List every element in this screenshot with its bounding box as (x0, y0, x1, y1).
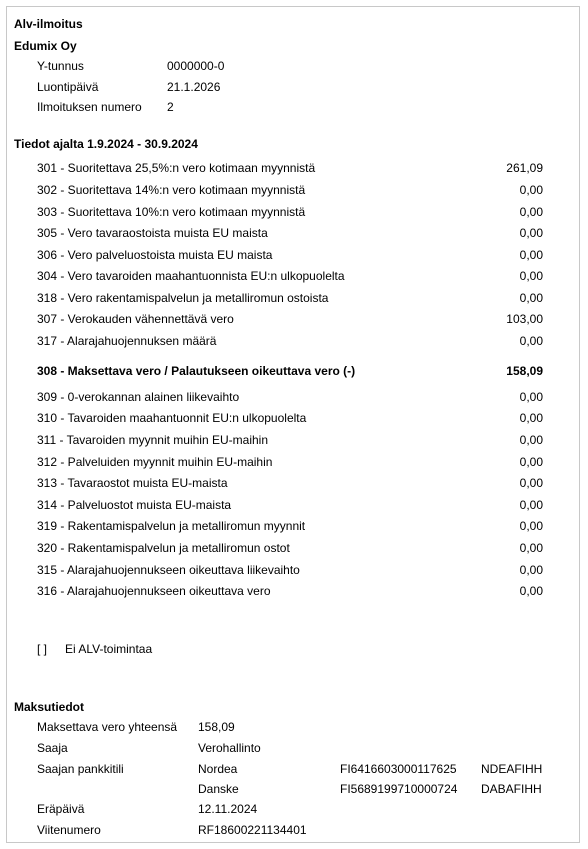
company-name: Edumix Oy (14, 39, 77, 53)
vat-row-label: 309 - 0-verokannan alainen liikevaihto (37, 390, 240, 404)
vat-row-label: 320 - Rakentamispalvelun ja metalliromun ostot (37, 541, 290, 555)
vat-row-label: 311 - Tavaroiden myynnit muihin EU-maihin (37, 433, 268, 447)
payment-amount-label: Maksettava vero yhteensä (37, 720, 178, 734)
vat-row-value: 261,09 (506, 161, 543, 175)
bank-iban: FI6416603000117625 (340, 762, 457, 776)
bank-bic: DABAFIHH (481, 782, 542, 796)
vat-row-label: 304 - Vero tavaroiden maahantuonnista EU:n ulkopuolelta (37, 269, 345, 283)
vat-row-value: 0,00 (519, 390, 543, 404)
payee-value: Verohallinto (198, 741, 261, 755)
bank-account-label: Saajan pankkitili (37, 762, 124, 776)
total-label: 308 - Maksettava vero / Palautukseen oikeuttava vero (-) (37, 364, 356, 378)
payee-label: Saaja (37, 741, 68, 755)
vat-row-label: 307 - Verokauden vähennettävä vero (37, 312, 234, 326)
vat-row-value: 0,00 (519, 205, 543, 219)
vat-row-value: 0,00 (519, 291, 543, 305)
total-value: 158,09 (506, 364, 543, 378)
info-label-created-date: Luontipäivä (37, 80, 99, 94)
bank-name: Danske (198, 782, 239, 796)
vat-row-value: 0,00 (519, 183, 543, 197)
vat-row-label: 317 - Alarajahuojennuksen määrä (37, 334, 217, 348)
vat-row-value: 0,00 (519, 476, 543, 490)
payment-amount-value: 158,09 (198, 720, 235, 734)
vat-row-value: 0,00 (519, 455, 543, 469)
vat-row-value: 0,00 (519, 498, 543, 512)
period-heading: Tiedot ajalta 1.9.2024 - 30.9.2024 (14, 137, 198, 151)
vat-row-value: 0,00 (519, 563, 543, 577)
info-value-created-date: 21.1.2026 (167, 80, 221, 94)
vat-row-label: 305 - Vero tavaraostoista muista EU maista (37, 226, 268, 240)
no-vat-checkbox[interactable]: [ ] (37, 642, 48, 656)
info-value-report-number: 2 (167, 100, 174, 114)
vat-row-label: 316 - Alarajahuojennukseen oikeuttava vero (37, 584, 271, 598)
vat-row-label: 314 - Palveluostot muista EU-maista (37, 498, 232, 512)
vat-row-label: 312 - Palveluiden myynnit muihin EU-maihin (37, 455, 273, 469)
vat-row-value: 0,00 (519, 269, 543, 283)
no-vat-label: Ei ALV-toimintaa (65, 642, 153, 656)
document-title: Alv-ilmoitus (14, 17, 83, 31)
payment-heading: Maksutiedot (14, 700, 85, 714)
info-label-report-number: Ilmoituksen numero (37, 100, 142, 114)
vat-row-value: 0,00 (519, 248, 543, 262)
vat-row-value: 0,00 (519, 334, 543, 348)
vat-row-label: 310 - Tavaroiden maahantuonnit EU:n ulkopuolelta (37, 411, 307, 425)
bank-bic: NDEAFIHH (481, 762, 543, 776)
vat-row-value: 0,00 (519, 433, 543, 447)
info-label-business-id: Y-tunnus (37, 59, 84, 73)
bank-iban: FI5689199710000724 (340, 782, 458, 796)
vat-row-label: 306 - Vero palveluostoista muista EU maista (37, 248, 273, 262)
vat-row-label: 318 - Vero rakentamispalvelun ja metalliromun ostoista (37, 291, 329, 305)
vat-row-value: 103,00 (506, 312, 543, 326)
reference-label: Viitenumero (37, 823, 101, 837)
vat-row-label: 315 - Alarajahuojennukseen oikeuttava liikevaihto (37, 563, 300, 577)
vat-row-value: 0,00 (519, 541, 543, 555)
due-date-value: 12.11.2024 (198, 802, 258, 816)
info-value-business-id: 0000000-0 (167, 59, 225, 73)
vat-row-label: 313 - Tavaraostot muista EU-maista (37, 476, 228, 490)
vat-row-value: 0,00 (519, 226, 543, 240)
due-date-label: Eräpäivä (37, 802, 85, 816)
vat-row-label: 319 - Rakentamispalvelun ja metalliromun myynnit (37, 519, 306, 533)
vat-row-label: 303 - Suoritettava 10%:n vero kotimaan myynnistä (37, 205, 306, 219)
vat-row-label: 302 - Suoritettava 14%:n vero kotimaan myynnistä (37, 183, 306, 197)
bank-name: Nordea (198, 762, 238, 776)
vat-row-value: 0,00 (519, 411, 543, 425)
vat-row-value: 0,00 (519, 584, 543, 598)
vat-row-label: 301 - Suoritettava 25,5%:n vero kotimaan myynnistä (37, 161, 316, 175)
reference-value: RF18600221134401 (198, 823, 307, 837)
vat-row-value: 0,00 (519, 519, 543, 533)
